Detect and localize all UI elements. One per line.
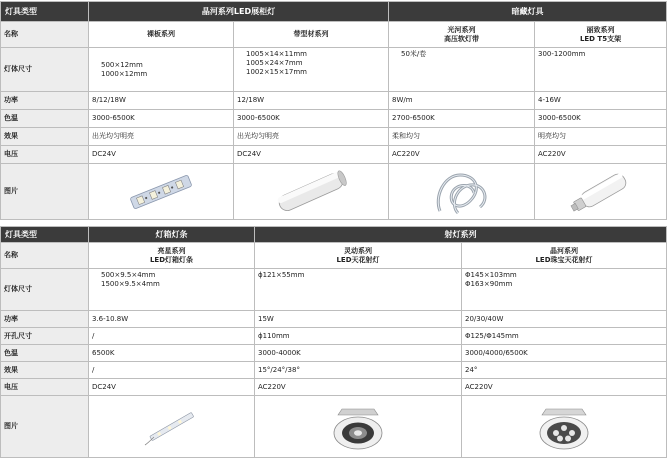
power-value: 12/18W xyxy=(234,92,389,110)
row-label-name: 名称 xyxy=(1,243,89,269)
color-temp-value: 3000-6500K xyxy=(89,110,234,128)
product-image-cell xyxy=(389,164,535,220)
group-header-showcase: 晶河系列LED展柜灯 xyxy=(89,2,389,22)
effect-value: 出光均匀明亮 xyxy=(234,128,389,146)
voltage-value: AC220V xyxy=(389,146,535,164)
voltage-value: AC220V xyxy=(462,379,667,396)
top-spec-table xyxy=(0,1,667,220)
product-image-cell xyxy=(255,396,462,458)
size-value: 50米/卷 xyxy=(389,48,535,92)
t5-tube-fixture-icon xyxy=(566,168,636,216)
row-label-image: 图片 xyxy=(1,396,89,458)
row-label-voltage: 电压 xyxy=(1,379,89,396)
color-temp-value: 3000-4000K xyxy=(255,345,462,362)
size-value: ɸ121×55mm xyxy=(255,269,462,311)
group-header-concealed: 暗藏灯具 xyxy=(389,2,667,22)
cutout-value: / xyxy=(89,328,255,345)
voltage-value: DC24V xyxy=(234,146,389,164)
effect-value: 15°/24°/38° xyxy=(255,362,462,379)
product-image-cell xyxy=(89,396,255,458)
row-label-power: 功率 xyxy=(1,92,89,110)
type-header: 灯具类型 xyxy=(1,227,89,243)
color-temp-value: 3000-6500K xyxy=(535,110,667,128)
row-label-color-temp: 色温 xyxy=(1,110,89,128)
row-label-voltage: 电压 xyxy=(1,146,89,164)
effect-value: 24° xyxy=(462,362,667,379)
row-label-image: 图片 xyxy=(1,164,89,220)
row-label-effect: 效果 xyxy=(1,362,89,379)
row-label-name: 名称 xyxy=(1,22,89,48)
row-label-size: 灯体尺寸 xyxy=(1,48,89,92)
row-label-size: 灯体尺寸 xyxy=(1,269,89,311)
group-header-spotlight: 射灯系列 xyxy=(255,227,667,243)
voltage-value: AC220V xyxy=(255,379,462,396)
size-value: 500×12mm 1000×12mm xyxy=(89,48,234,92)
effect-value: 明亮均匀 xyxy=(535,128,667,146)
jewelry-spotlight-icon xyxy=(534,401,594,453)
product-image-cell xyxy=(89,164,234,220)
product-name: 晶河系列 LED珠宝天花射灯 xyxy=(462,243,667,269)
power-value: 8W/m xyxy=(389,92,535,110)
power-value: 15W xyxy=(255,311,462,328)
color-temp-value: 6500K xyxy=(89,345,255,362)
led-profile-bar-icon xyxy=(271,170,351,214)
product-name: 亮星系列 LED灯箱灯条 xyxy=(89,243,255,269)
row-label-effect: 效果 xyxy=(1,128,89,146)
power-value: 4-16W xyxy=(535,92,667,110)
voltage-value: DC24V xyxy=(89,146,234,164)
cutout-value: ɸ110mm xyxy=(255,328,462,345)
row-label-color-temp: 色温 xyxy=(1,345,89,362)
color-temp-value: 3000/4000/6500K xyxy=(462,345,667,362)
product-name: 带型材系列 xyxy=(234,22,389,48)
effect-value: 出光均匀明亮 xyxy=(89,128,234,146)
power-value: 3.6-10.8W xyxy=(89,311,255,328)
row-label-power: 功率 xyxy=(1,311,89,328)
ceiling-spotlight-icon xyxy=(328,401,388,453)
power-value: 8/12/18W xyxy=(89,92,234,110)
color-temp-value: 2700-6500K xyxy=(389,110,535,128)
type-header: 灯具类型 xyxy=(1,2,89,22)
bottom-spec-table xyxy=(0,226,667,458)
size-value: 500×9.5×4mm 1500×9.5×4mm xyxy=(89,269,255,311)
color-temp-value: 3000-6500K xyxy=(234,110,389,128)
product-name: 裸板系列 xyxy=(89,22,234,48)
product-image-cell xyxy=(535,164,667,220)
product-image-cell xyxy=(462,396,667,458)
product-image-cell xyxy=(234,164,389,220)
led-board-strip-icon xyxy=(126,170,196,214)
lightbox-led-bar-icon xyxy=(142,407,202,447)
voltage-value: DC24V xyxy=(89,379,255,396)
product-name: 光河系列 高压软灯带 xyxy=(389,22,535,48)
size-value: 300-1200mm xyxy=(535,48,667,92)
effect-value: 柔和均匀 xyxy=(389,128,535,146)
power-value: 20/30/40W xyxy=(462,311,667,328)
effect-value: / xyxy=(89,362,255,379)
size-value: 1005×14×11mm 1005×24×7mm 1002×15×17mm xyxy=(234,48,389,92)
cutout-value: Φ125/Φ145mm xyxy=(462,328,667,345)
group-header-lightbox: 灯箱灯条 xyxy=(89,227,255,243)
led-soft-strip-coil-icon xyxy=(430,167,494,217)
product-name: 灵动系列 LED天花射灯 xyxy=(255,243,462,269)
size-value: Φ145×103mm Φ163×90mm xyxy=(462,269,667,311)
product-name: 丽致系列 LED T5支架 xyxy=(535,22,667,48)
voltage-value: AC220V xyxy=(535,146,667,164)
row-label-cutout: 开孔尺寸 xyxy=(1,328,89,345)
